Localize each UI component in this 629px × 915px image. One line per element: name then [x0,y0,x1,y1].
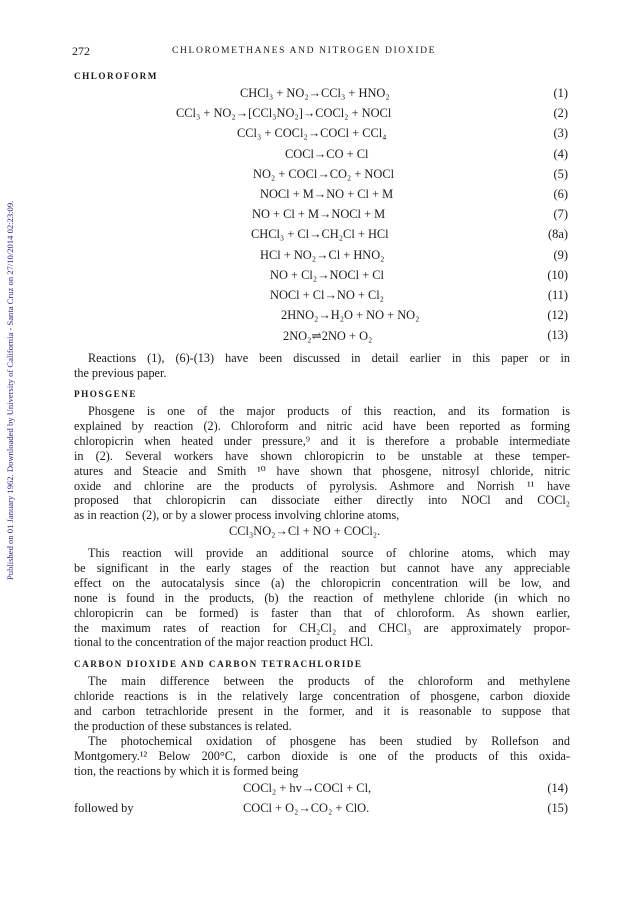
equation-15: COCl + O₂→CO₂ + ClO. [243,801,370,815]
section-title-chloroform: CHLOROFORM [74,71,158,81]
equation-number-15: (15) [547,801,568,815]
text-line: Montgomery.¹² Below 200°C, carbon dioxide is one of the products of this oxida- [74,748,570,763]
equation-number-14: (14) [547,781,568,795]
section-title-phosgene: PHOSGENE [74,389,138,399]
equation-number-9: (9) [553,247,568,262]
paragraph-chlorine-atoms [74,546,570,650]
equation-6: NOCl + M→NO + Cl + M [260,187,394,201]
equation-number-7: (7) [553,207,568,222]
equation-number-13: (13) [547,328,568,343]
text-line: be significant in the early stages of the reaction but cannot have any appreciable [74,560,570,575]
text-line: The photochemical oxidation of phosgene has been studied by Rollefson and [88,734,570,748]
running-title: CHLOROMETHANES AND NITROGEN DIOXIDE [172,45,437,56]
download-notice: Published on 01 January 1962. Downloaded by University of California - Santa Cruz on 27/10/2014 02:23:09. [5,200,15,580]
paragraph-products [74,674,570,734]
equation-4: COCl→CO + Cl [285,146,369,161]
equation-number-3: (3) [553,126,568,141]
equation-11: NOCl + Cl→NO + Cl₂ [270,288,384,302]
text-line: proposed that chloropicrin can dissociate either directly into NOCl and COCl₂ [74,493,570,508]
text-line: atures and Steacie and Smith ¹⁰ have shown that phosgene, nitrosyl chloride, nitric [74,463,570,478]
equation-14: COCl₂ + hv→COCl + Cl, [243,781,372,795]
text-line: the previous paper. [74,365,167,380]
text-line: Reactions (1), (6)-(13) have been discussed in detail earlier in this paper or in [88,351,570,365]
page-number: 272 [72,44,90,58]
text-line: oxide and chlorine are the products of pyrolysis. Ashmore and Norrish ¹¹ have [74,478,570,493]
equation-number-1: (1) [553,86,568,100]
equation-9: HCl + NO₂→Cl + HNO₂ [260,247,385,262]
equation-7: NO + Cl + M→NOCl + M [252,207,386,222]
equation-3: CCl₃ + COCl₂→COCl + CCl₄ [237,126,387,141]
paragraph-reactions [74,351,570,381]
page-header [72,44,568,60]
paragraph-phosgene [74,404,570,523]
text-line: the production of these substances is related. [74,718,292,733]
equation-number-12: (12) [547,308,568,323]
text-line: This reaction will provide an additional source of chlorine atoms, which may [88,546,570,560]
text-line: chloride reactions is in the relatively large concentration of phosgene, carbon dioxide [74,688,570,703]
text-line: chloropicrin can be formed) is faster than that of chloroform. As shown earlier, [74,605,570,620]
text-line: in (2). Several workers have shown chloropicrin to be unstable at these temper- [74,448,570,463]
equation-number-6: (6) [553,187,568,201]
text-line: tion, the reactions by which it is formed being [74,763,299,778]
text-line: The main difference between the products of the chloroform and methylene [88,674,570,688]
text-line: chloropicrin when heated under pressure,⁹ and it is therefore a probable intermediate [74,433,570,448]
text-line: the maximum rates of reaction for CH₂Cl₂ and CHCl₃ are approximately propor- [74,620,570,635]
text-line: Phosgene is one of the major products of this reaction, and its formation is [88,404,570,418]
equation-10: NO + Cl₂→NOCl + Cl [270,267,384,282]
text-line: tional to the concentration of the major reaction product HCl. [74,635,374,650]
equation-number-2: (2) [553,106,568,121]
equation-13: 2NO₂⇌2NO + O₂ [283,329,373,344]
followed-by-label: followed by [74,801,134,815]
text-line: explained by reaction (2). Chloroform and nitric acid have been reported as forming [74,418,570,433]
equation-chloropicrin: CCl₃NO₂→Cl + NO + COCl₂. [229,524,381,538]
equation-number-10: (10) [547,267,568,282]
section-title-co2-ccl4: CARBON DIOXIDE AND CARBON TETRACHLORIDE [74,659,363,669]
paragraph-photochemical [74,734,570,779]
equation-number-4: (4) [553,146,568,161]
equation-8: CHCl₃ + Cl→CH₂Cl + HCl [251,227,389,242]
equation-1: CHCl₃ + NO₂→CCl₃ + HNO₂ [240,86,390,100]
text-line: effect on the autocatalysis since (a) the chloropicrin concentration will be low, and [74,575,570,590]
text-line: as in reaction (2), or by a slower process involving chlorine atoms, [74,508,400,523]
equation-number-11: (11) [547,288,568,302]
equation-number-8: (8a) [548,227,568,242]
equation-2: CCl₃ + NO₂→[CCl₃NO₂]→COCl₂ + NOCl [176,106,392,121]
equation-5: NO₂ + COCl→CO₂ + NOCl [253,166,395,181]
equation-12: 2HNO₂→H₂O + NO + NO₂ [281,308,420,323]
text-line: none is found in the products, (b) the reaction of methylene chloride (in which no [74,590,570,605]
equation-number-5: (5) [553,166,568,181]
text-line: and carbon tetrachloride present in the former, and it is reasonable to suppose that [74,703,570,718]
